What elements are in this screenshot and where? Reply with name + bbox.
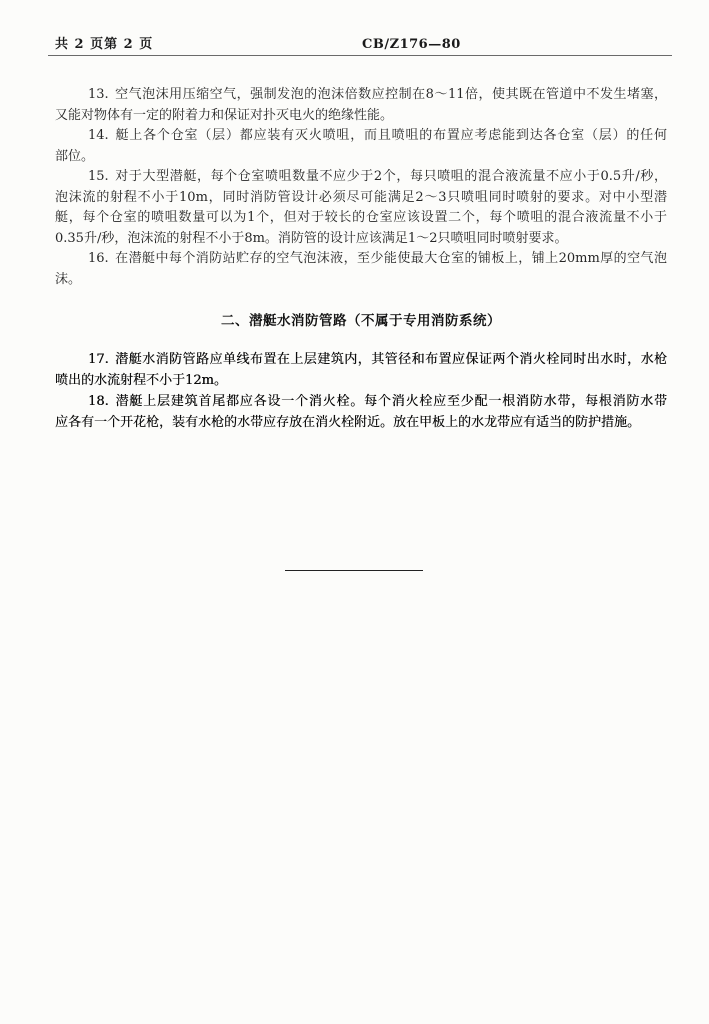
paragraph-line	[55, 147, 667, 168]
standard-code: CB/Z176—80	[362, 37, 461, 52]
line-text: 部位。	[55, 148, 95, 164]
paragraph-line	[55, 349, 667, 370]
end-of-document-rule	[285, 570, 423, 571]
header-divider	[48, 55, 672, 56]
paragraph-number: 13.	[88, 87, 109, 102]
line-text: 艇，每个仓室的喷咀数量可以为1个，但对于较长的仓室应该设置二个，每个喷咀的混合液流量不小于	[55, 210, 667, 225]
line-text: 0.35升/秒，泡沫流的射程不小于8m。消防管的设计应该满足1～2只喷咀同时喷射要求。	[55, 230, 568, 246]
paragraph-16	[55, 249, 667, 290]
paragraph-17	[55, 349, 667, 392]
paragraph-line	[55, 106, 667, 127]
paragraph-line	[55, 229, 667, 250]
foam-paragraphs	[55, 85, 667, 290]
paragraph-number: 17.	[88, 351, 109, 367]
line-text: 应各有一个开花枪，装有水枪的水带应存放在消火栓附近。放在甲板上的水龙带应有适当的防护措施。	[55, 415, 641, 431]
page-header	[55, 37, 667, 53]
line-text: 潜艇上层建筑首尾都应各设一个消火栓。每个消火栓应至少配一根消防水带，每根消防水带	[114, 394, 667, 410]
paragraph-line	[55, 126, 667, 147]
paragraph-line	[55, 412, 667, 433]
line-text: 艇上各个仓室（层）都应装有灭火喷咀，而且喷咀的布置应考虑能到达各仓室（层）的任何	[114, 128, 667, 143]
line-text: 潜艇水消防管路应单线布置在上层建筑内，其管径和布置应保证两个消火栓同时出水时，水枪	[114, 351, 667, 367]
paragraph-number: 18.	[88, 394, 109, 410]
section-heading: 二、潜艇水消防管路（不属于专用消防系统）	[221, 313, 501, 329]
line-text: 沫。	[55, 271, 82, 287]
line-text: 对于大型潜艇，每个仓室喷咀数量不应少于2个，每只喷咀的混合液流量不应小于0.5升/秒，	[114, 169, 667, 184]
paragraph-line	[55, 391, 667, 412]
paragraph-number: 15.	[88, 169, 109, 184]
paragraph-line	[55, 270, 667, 291]
page-count: 共 2 页第 2 页	[55, 37, 154, 52]
paragraph-line	[55, 208, 667, 229]
paragraph-number: 14.	[88, 128, 109, 143]
line-text: 在潜艇中每个消防站贮存的空气泡沫液，至少能使最大仓室的铺板上，铺上20mm厚的空气泡	[114, 251, 667, 266]
line-text: 喷出的水流射程不小于12m。	[55, 372, 227, 388]
paragraph-18	[55, 391, 667, 434]
paragraph-line	[55, 249, 667, 270]
line-text: 又能对物体有一定的附着力和保证对扑灭电火的绝缘性能。	[55, 107, 394, 123]
paragraph-line	[55, 85, 667, 106]
paragraph-line	[55, 370, 667, 391]
line-text: 泡沫流的射程不小于10m，同时消防管设计必须尽可能满足2～3只喷咀同时喷射的要求。对中小型潜	[55, 189, 667, 205]
paragraph-line	[55, 188, 667, 209]
paragraph-13	[55, 85, 667, 126]
line-text: 空气泡沫用压缩空气，强制发泡的泡沫倍数应控制在8～11倍，使其既在管道中不发生堵塞，	[114, 87, 667, 102]
paragraph-number: 16.	[88, 251, 109, 266]
water-paragraphs	[55, 349, 667, 434]
paragraph-15	[55, 167, 667, 249]
paragraph-line	[55, 167, 667, 188]
paragraph-14	[55, 126, 667, 167]
